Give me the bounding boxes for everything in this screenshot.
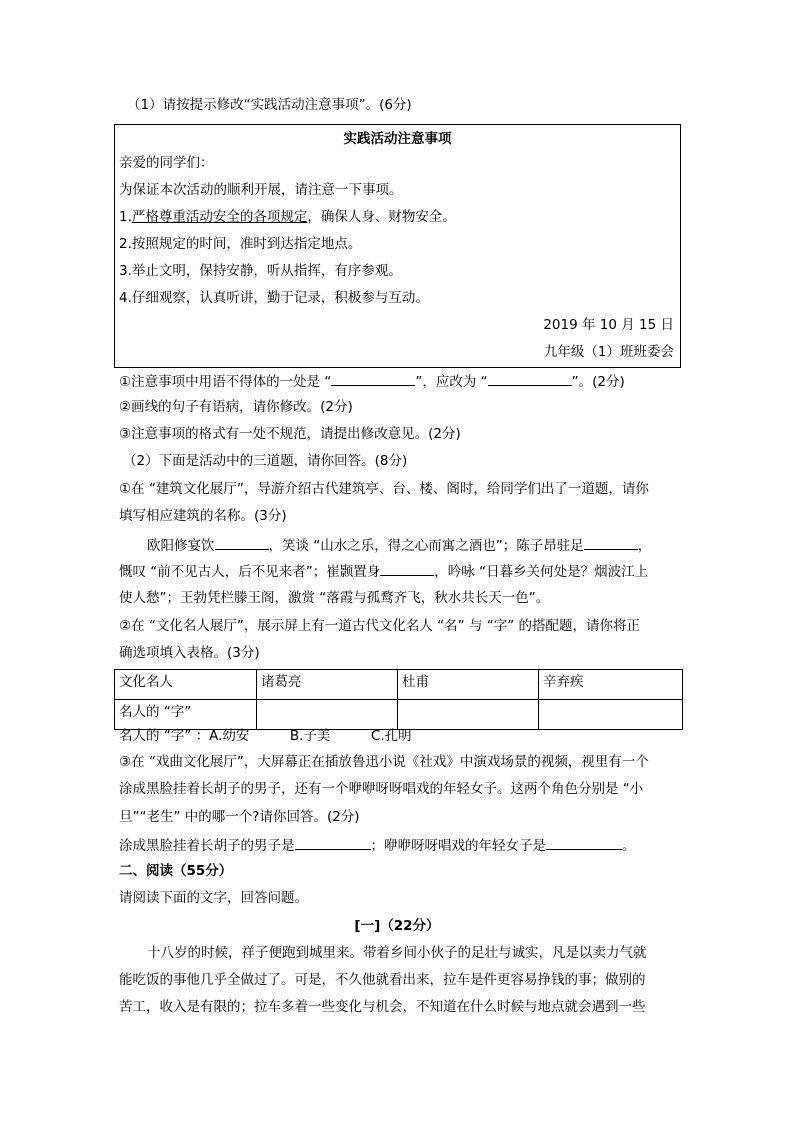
notice-date: 2019 年 10 月 15 日 bbox=[543, 317, 674, 333]
question-2-heading: （2）下面是活动中的三道题，请你回答。(8分) bbox=[123, 453, 408, 469]
answer-blank-5[interactable] bbox=[380, 561, 434, 576]
question-1-heading: （1）请按提示修改“实践活动注意事项”。(6分) bbox=[127, 97, 412, 113]
table-cell-zhugeliang: 诸葛亮 bbox=[257, 670, 398, 700]
q2-sub3-line-2: 涂成黑脸挂着长胡子的男子，还有一个咿咿呀呀唱戏的年轻女子。这两个角色分别是 “小 bbox=[119, 781, 644, 797]
notice-item-1-underlined: 严格尊重活动安全的各项规定 bbox=[131, 209, 308, 225]
notice-intro: 为保证本次活动的顺利开展，请注意一下事项。 bbox=[119, 182, 403, 198]
section-2-intro: 请阅读下面的文字，回答问题。 bbox=[119, 890, 308, 906]
notice-item-2: 2.按照规定的时间，准时到达指定地点。 bbox=[119, 236, 362, 252]
q2-passage-line-2 bbox=[119, 561, 648, 581]
q2-sub3-ans-b: ；咿咿呀呀唱戏的年轻女子是 bbox=[370, 838, 546, 854]
q1-sub1-part-b: ”，应改为 “ bbox=[415, 374, 488, 390]
notice-item-1-prefix: 1. bbox=[119, 209, 132, 225]
answer-blank-4[interactable] bbox=[584, 535, 638, 550]
notice-greeting: 亲爱的同学们： bbox=[119, 155, 214, 171]
q2-passage-line-3: 使人愁”；王勃凭栏滕王阁，激赏 “落霞与孤鹜齐飞，秋水共长天一色”。 bbox=[119, 590, 550, 606]
notice-item-1 bbox=[119, 208, 456, 226]
passage-line-2: 能吃饭的事他几乎全做过了。可是，不久他就看出来，拉车是件更容易挣钱的事；做别的 bbox=[119, 972, 646, 988]
notice-signature: 九年级（1）班班委会 bbox=[543, 344, 674, 360]
q2-sub2-line-1: ②在 “文化名人展厅”，展示屏上有一道古代文化名人 “名” 与 “字” 的搭配题，请你将正 bbox=[119, 618, 641, 634]
table-row bbox=[115, 700, 683, 730]
q1-sub2: ②画线的句子有语病，请你修改。(2分) bbox=[119, 399, 353, 415]
section-2-heading: 二、阅读（55分） bbox=[119, 863, 233, 879]
passage-line-3: 苦工，收入是有限的；拉车多着一些变化与机会，不知道在什么时候与地点就会遇到一些 bbox=[119, 999, 646, 1015]
q2-sub3-line-1: ③在 “戏曲文化展厅”，大屏幕正在插放鲁迅小说《社戏》中演戏场景的视频，视里有一个 bbox=[119, 754, 649, 770]
q2-p2-b: ，吟咏 “日暮乡关何处是？烟波江上 bbox=[434, 564, 649, 580]
options-line: 名人的 “字” ：A.幼安 B.子美 C.孔明 bbox=[119, 728, 412, 744]
answer-blank-3[interactable] bbox=[215, 535, 269, 550]
q1-sub3: ③注意事项的格式有一处不规范，请提出修改意见。(2分) bbox=[119, 426, 461, 442]
table-cell-xinqiji: 辛弃疾 bbox=[539, 670, 683, 700]
notice-item-1-suffix: ，确保人身、财物安全。 bbox=[307, 209, 456, 225]
answer-blank-1[interactable] bbox=[331, 371, 415, 386]
table-cell-header: 文化名人 bbox=[115, 670, 257, 700]
answer-blank-6[interactable] bbox=[295, 835, 371, 850]
q2-passage-line-1 bbox=[147, 535, 651, 555]
q2-p1-c: ， bbox=[637, 538, 652, 554]
q2-sub3-ans-a: 涂成黑脸挂着长胡子的男子是 bbox=[119, 838, 295, 854]
table-answer-cell-3[interactable] bbox=[539, 700, 683, 730]
q2-sub3-ans-c: 。 bbox=[622, 838, 636, 854]
answer-blank-2[interactable] bbox=[488, 371, 572, 386]
name-matching-table bbox=[114, 669, 683, 730]
notice-item-4: 4.仔细观察，认真听讲，勤于记录，积极参与互动。 bbox=[119, 290, 429, 306]
q2-sub1-line-1: ①在 “建筑文化展厅”，导游介绍古代建筑亭、台、楼、阁时，给同学们出了一道题，请你 bbox=[119, 481, 649, 497]
q1-sub1 bbox=[119, 371, 625, 391]
q1-sub1-part-c: ”。(2分) bbox=[571, 374, 625, 390]
q2-sub2-line-2: 确选项填入表格。(3分) bbox=[119, 645, 260, 661]
part-1-title: [一]（22分） bbox=[354, 918, 440, 934]
table-row bbox=[115, 670, 683, 700]
notice-item-3: 3.举止文明，保持安静，听从指挥，有序参观。 bbox=[119, 263, 402, 279]
answer-blank-7[interactable] bbox=[546, 835, 622, 850]
q2-sub1-line-2: 填写相应建筑的名称。(3分) bbox=[119, 508, 287, 524]
table-answer-cell-2[interactable] bbox=[398, 700, 539, 730]
q2-p1-b: ，笑谈 “山水之乐，得之心而寓之酒也”；陈子昂驻足 bbox=[268, 538, 584, 554]
table-answer-cell-1[interactable] bbox=[257, 700, 398, 730]
notice-box bbox=[114, 124, 681, 368]
q2-sub3-answer bbox=[119, 835, 636, 855]
table-cell-zi-label: 名人的 “字” bbox=[115, 700, 257, 730]
q2-sub3-line-3: 旦”“老生” 中的哪一个?请你回答。(2分) bbox=[119, 809, 360, 825]
notice-title: 实践活动注意事项 bbox=[343, 131, 452, 147]
q1-sub1-part-a: ①注意事项中用语不得体的一处是 “ bbox=[119, 374, 332, 390]
q2-p1-a: 欧阳修宴饮 bbox=[147, 538, 215, 554]
table-cell-dufu: 杜甫 bbox=[398, 670, 539, 700]
passage-line-1: 十八岁的时候，祥子便跑到城里来。带着乡间小伙子的足壮与诚实，凡是以卖力气就 bbox=[147, 945, 647, 961]
q2-p2-a: 慨叹 “前不见古人，后不见来者”；崔颢置身 bbox=[119, 564, 381, 580]
